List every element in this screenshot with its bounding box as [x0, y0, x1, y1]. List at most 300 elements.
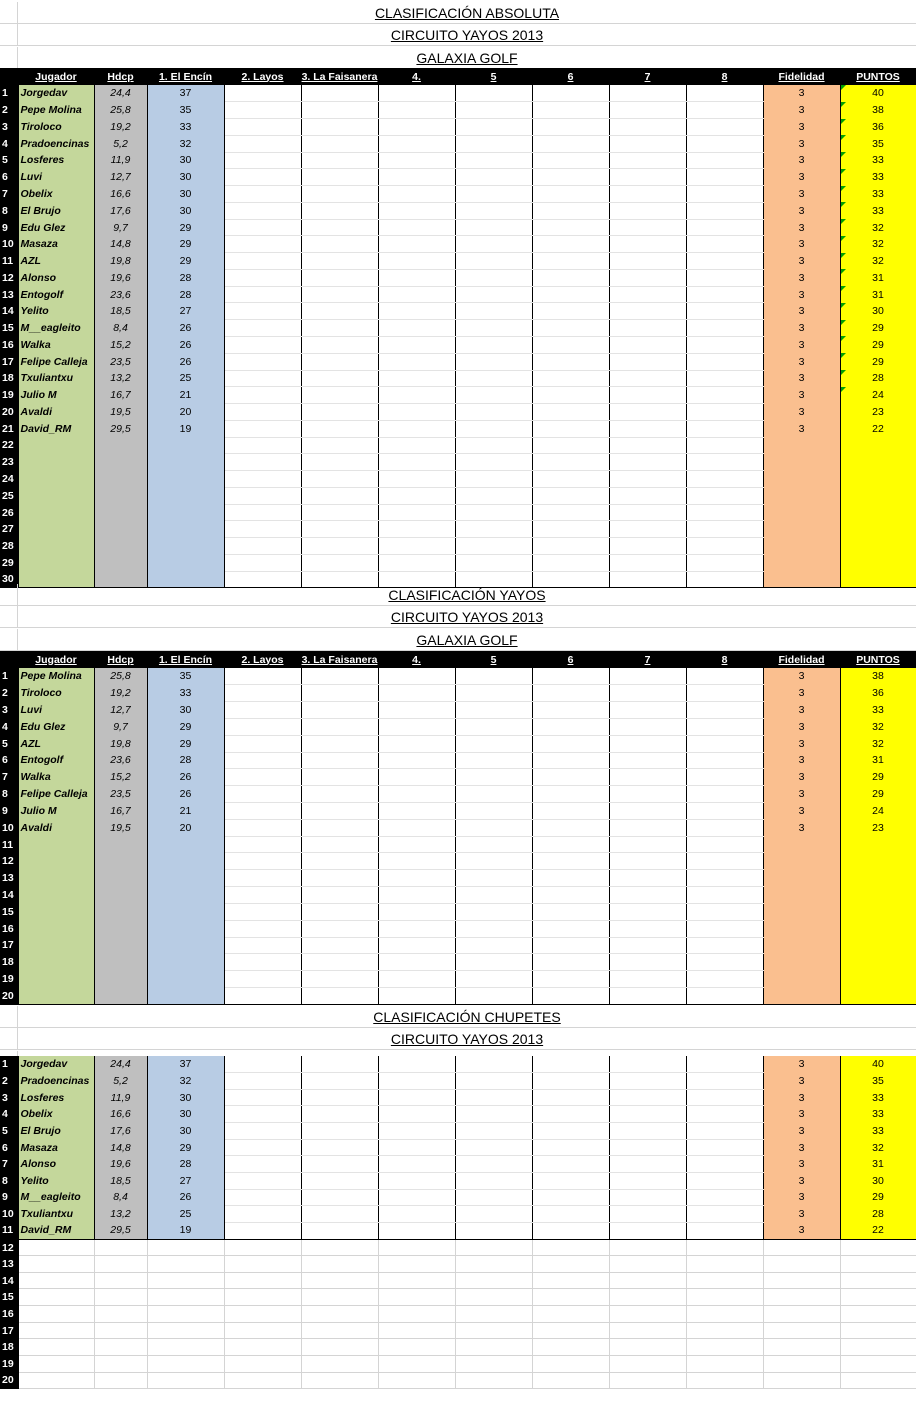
cell-empty[interactable] [301, 836, 378, 853]
cell-empty[interactable] [224, 1356, 301, 1373]
cell-fid[interactable]: 3 [763, 253, 840, 270]
cell-t1[interactable]: 26 [147, 320, 224, 337]
cell-fid[interactable] [763, 521, 840, 538]
cell-empty[interactable] [455, 1123, 532, 1140]
cell-empty[interactable] [686, 870, 763, 887]
cell-empty[interactable] [609, 85, 686, 102]
cell-empty[interactable] [686, 1256, 763, 1273]
cell-empty[interactable] [301, 152, 378, 169]
cell-hdcp[interactable]: 14,8 [94, 236, 147, 253]
cell-pts[interactable]: 33 [840, 202, 916, 219]
cell-hdcp[interactable]: 8,4 [94, 1189, 147, 1206]
cell-empty[interactable] [532, 718, 609, 735]
cell-empty[interactable] [301, 1189, 378, 1206]
cell-fid[interactable]: 3 [763, 370, 840, 387]
cell-empty[interactable] [301, 1239, 378, 1256]
cell-empty[interactable] [532, 554, 609, 571]
cell-pts[interactable] [840, 1339, 916, 1356]
cell-empty[interactable] [455, 303, 532, 320]
cell-empty[interactable] [532, 887, 609, 904]
cell-empty[interactable] [609, 836, 686, 853]
cell-pts[interactable]: 28 [840, 370, 916, 387]
cell-empty[interactable] [532, 454, 609, 471]
cell-empty[interactable] [609, 404, 686, 421]
cell-pts[interactable] [840, 903, 916, 920]
cell-empty[interactable] [301, 1089, 378, 1106]
cell-empty[interactable] [455, 437, 532, 454]
cell-hdcp[interactable] [94, 853, 147, 870]
cell-empty[interactable] [301, 420, 378, 437]
cell-empty[interactable] [378, 102, 455, 119]
column-header[interactable]: PUNTOS [840, 68, 916, 85]
cell-name[interactable]: Entogolf [18, 286, 94, 303]
cell-empty[interactable] [609, 353, 686, 370]
cell-empty[interactable] [455, 85, 532, 102]
cell-name[interactable] [18, 1322, 94, 1339]
cell-hdcp[interactable]: 23,6 [94, 286, 147, 303]
cell-empty[interactable] [455, 1206, 532, 1223]
cell-empty[interactable] [301, 269, 378, 286]
cell-name[interactable]: Edu Glez [18, 219, 94, 236]
cell-t1[interactable]: 35 [147, 668, 224, 685]
cell-t1[interactable]: 28 [147, 752, 224, 769]
cell-empty[interactable] [378, 1339, 455, 1356]
cell-empty[interactable] [378, 253, 455, 270]
cell-fid[interactable] [763, 870, 840, 887]
cell-t1[interactable] [147, 1289, 224, 1306]
cell-pts[interactable]: 32 [840, 253, 916, 270]
cell-empty[interactable] [609, 202, 686, 219]
cell-t1[interactable] [147, 437, 224, 454]
cell-empty[interactable] [224, 336, 301, 353]
cell-empty[interactable] [224, 954, 301, 971]
cell-empty[interactable] [224, 1172, 301, 1189]
cell-empty[interactable] [532, 437, 609, 454]
cell-empty[interactable] [224, 454, 301, 471]
cell-empty[interactable] [301, 803, 378, 820]
cell-hdcp[interactable] [94, 836, 147, 853]
cell-empty[interactable] [301, 487, 378, 504]
cell-empty[interactable] [378, 504, 455, 521]
cell-empty[interactable] [686, 1156, 763, 1173]
cell-pts[interactable]: 33 [840, 702, 916, 719]
cell-t1[interactable]: 28 [147, 269, 224, 286]
cell-pts[interactable] [840, 1306, 916, 1323]
cell-t1[interactable]: 26 [147, 786, 224, 803]
cell-pts[interactable]: 29 [840, 336, 916, 353]
cell-empty[interactable] [378, 521, 455, 538]
cell-empty[interactable] [455, 1056, 532, 1073]
cell-empty[interactable] [686, 219, 763, 236]
cell-empty[interactable] [301, 286, 378, 303]
cell-fid[interactable]: 3 [763, 420, 840, 437]
cell-empty[interactable] [532, 370, 609, 387]
cell-pts[interactable]: 36 [840, 685, 916, 702]
cell-empty[interactable] [301, 320, 378, 337]
cell-empty[interactable] [224, 202, 301, 219]
cell-empty[interactable] [224, 1372, 301, 1389]
cell-t1[interactable]: 26 [147, 769, 224, 786]
cell-empty[interactable] [609, 1339, 686, 1356]
cell-empty[interactable] [609, 236, 686, 253]
cell-empty[interactable] [609, 1156, 686, 1173]
cell-hdcp[interactable] [94, 471, 147, 488]
cell-t1[interactable]: 29 [147, 718, 224, 735]
cell-empty[interactable] [609, 186, 686, 203]
cell-t1[interactable]: 33 [147, 119, 224, 136]
cell-empty[interactable] [378, 1222, 455, 1239]
cell-empty[interactable] [686, 920, 763, 937]
cell-empty[interactable] [686, 554, 763, 571]
cell-empty[interactable] [532, 119, 609, 136]
cell-empty[interactable] [455, 420, 532, 437]
cell-pts[interactable]: 31 [840, 752, 916, 769]
cell-empty[interactable] [686, 1306, 763, 1323]
cell-empty[interactable] [224, 853, 301, 870]
cell-hdcp[interactable]: 19,6 [94, 269, 147, 286]
cell-fid[interactable]: 3 [763, 1222, 840, 1239]
cell-empty[interactable] [532, 471, 609, 488]
cell-empty[interactable] [378, 1172, 455, 1189]
cell-empty[interactable] [455, 718, 532, 735]
cell-empty[interactable] [224, 1256, 301, 1273]
cell-empty[interactable] [378, 718, 455, 735]
cell-fid[interactable] [763, 1306, 840, 1323]
cell-t1[interactable]: 19 [147, 420, 224, 437]
cell-empty[interactable] [455, 954, 532, 971]
cell-empty[interactable] [532, 1139, 609, 1156]
cell-hdcp[interactable]: 16,6 [94, 1106, 147, 1123]
cell-empty[interactable] [686, 269, 763, 286]
cell-empty[interactable] [455, 1139, 532, 1156]
cell-empty[interactable] [609, 987, 686, 1004]
cell-empty[interactable] [609, 1139, 686, 1156]
cell-name[interactable]: Pradoencinas [18, 1073, 94, 1090]
cell-empty[interactable] [301, 219, 378, 236]
cell-empty[interactable] [378, 370, 455, 387]
cell-empty[interactable] [301, 819, 378, 836]
cell-name[interactable]: Walka [18, 336, 94, 353]
cell-empty[interactable] [224, 752, 301, 769]
cell-empty[interactable] [378, 987, 455, 1004]
cell-t1[interactable]: 30 [147, 1089, 224, 1106]
cell-empty[interactable] [301, 186, 378, 203]
cell-empty[interactable] [378, 119, 455, 136]
cell-empty[interactable] [532, 954, 609, 971]
cell-empty[interactable] [532, 253, 609, 270]
cell-empty[interactable] [378, 202, 455, 219]
cell-hdcp[interactable]: 19,6 [94, 1156, 147, 1173]
cell-fid[interactable] [763, 887, 840, 904]
cell-empty[interactable] [532, 286, 609, 303]
cell-name[interactable] [18, 937, 94, 954]
cell-name[interactable] [18, 1356, 94, 1373]
cell-empty[interactable] [609, 1106, 686, 1123]
column-header[interactable]: 3. La Faisanera [301, 651, 378, 668]
cell-hdcp[interactable]: 29,5 [94, 1222, 147, 1239]
cell-empty[interactable] [224, 320, 301, 337]
cell-empty[interactable] [301, 718, 378, 735]
cell-empty[interactable] [378, 286, 455, 303]
cell-empty[interactable] [532, 169, 609, 186]
cell-empty[interactable] [378, 769, 455, 786]
cell-empty[interactable] [532, 404, 609, 421]
cell-empty[interactable] [532, 987, 609, 1004]
cell-name[interactable]: Walka [18, 769, 94, 786]
cell-empty[interactable] [686, 85, 763, 102]
cell-name[interactable]: Luvi [18, 169, 94, 186]
cell-pts[interactable]: 23 [840, 404, 916, 421]
cell-empty[interactable] [455, 1356, 532, 1373]
cell-name[interactable] [18, 1372, 94, 1389]
cell-empty[interactable] [224, 85, 301, 102]
cell-empty[interactable] [301, 853, 378, 870]
cell-empty[interactable] [301, 685, 378, 702]
cell-pts[interactable] [840, 954, 916, 971]
cell-empty[interactable] [224, 819, 301, 836]
column-header[interactable]: 6 [532, 651, 609, 668]
cell-empty[interactable] [378, 538, 455, 555]
column-header[interactable]: PUNTOS [840, 651, 916, 668]
cell-empty[interactable] [224, 1106, 301, 1123]
cell-name[interactable] [18, 920, 94, 937]
cell-t1[interactable] [147, 853, 224, 870]
cell-empty[interactable] [455, 971, 532, 988]
cell-empty[interactable] [224, 135, 301, 152]
cell-pts[interactable]: 24 [840, 387, 916, 404]
cell-t1[interactable] [147, 1372, 224, 1389]
cell-hdcp[interactable]: 14,8 [94, 1139, 147, 1156]
cell-empty[interactable] [378, 786, 455, 803]
cell-hdcp[interactable]: 23,5 [94, 353, 147, 370]
cell-t1[interactable]: 30 [147, 702, 224, 719]
cell-fid[interactable] [763, 471, 840, 488]
cell-hdcp[interactable] [94, 903, 147, 920]
cell-hdcp[interactable] [94, 1289, 147, 1306]
cell-t1[interactable] [147, 870, 224, 887]
cell-empty[interactable] [224, 236, 301, 253]
cell-empty[interactable] [686, 353, 763, 370]
cell-empty[interactable] [224, 269, 301, 286]
cell-pts[interactable] [840, 1256, 916, 1273]
cell-empty[interactable] [609, 269, 686, 286]
cell-fid[interactable] [763, 1339, 840, 1356]
cell-fid[interactable]: 3 [763, 286, 840, 303]
cell-empty[interactable] [455, 819, 532, 836]
cell-name[interactable]: AZL [18, 253, 94, 270]
cell-fid[interactable]: 3 [763, 786, 840, 803]
cell-pts[interactable] [840, 1239, 916, 1256]
cell-hdcp[interactable]: 25,8 [94, 668, 147, 685]
cell-pts[interactable]: 40 [840, 1056, 916, 1073]
cell-empty[interactable] [301, 870, 378, 887]
cell-empty[interactable] [224, 119, 301, 136]
cell-name[interactable]: El Brujo [18, 1123, 94, 1140]
cell-fid[interactable]: 3 [763, 702, 840, 719]
cell-empty[interactable] [609, 1306, 686, 1323]
cell-empty[interactable] [686, 735, 763, 752]
cell-empty[interactable] [532, 853, 609, 870]
cell-empty[interactable] [301, 102, 378, 119]
cell-name[interactable] [18, 504, 94, 521]
cell-empty[interactable] [301, 920, 378, 937]
cell-empty[interactable] [609, 1372, 686, 1389]
column-header[interactable]: 8 [686, 68, 763, 85]
cell-empty[interactable] [301, 437, 378, 454]
cell-empty[interactable] [609, 1239, 686, 1256]
cell-empty[interactable] [532, 1189, 609, 1206]
cell-hdcp[interactable]: 17,6 [94, 1123, 147, 1140]
cell-empty[interactable] [455, 668, 532, 685]
cell-empty[interactable] [686, 836, 763, 853]
cell-pts[interactable] [840, 1289, 916, 1306]
cell-empty[interactable] [609, 554, 686, 571]
column-header[interactable]: 2. Layos [224, 651, 301, 668]
cell-empty[interactable] [609, 1289, 686, 1306]
cell-empty[interactable] [301, 471, 378, 488]
cell-hdcp[interactable] [94, 1339, 147, 1356]
cell-empty[interactable] [378, 236, 455, 253]
cell-empty[interactable] [455, 152, 532, 169]
cell-empty[interactable] [455, 387, 532, 404]
cell-hdcp[interactable] [94, 1372, 147, 1389]
cell-empty[interactable] [224, 370, 301, 387]
cell-empty[interactable] [301, 1222, 378, 1239]
cell-empty[interactable] [378, 487, 455, 504]
cell-empty[interactable] [378, 1089, 455, 1106]
cell-fid[interactable]: 3 [763, 1156, 840, 1173]
cell-empty[interactable] [532, 803, 609, 820]
cell-empty[interactable] [224, 769, 301, 786]
cell-fid[interactable]: 3 [763, 269, 840, 286]
cell-empty[interactable] [455, 353, 532, 370]
cell-hdcp[interactable] [94, 1356, 147, 1373]
cell-name[interactable]: Alonso [18, 1156, 94, 1173]
cell-empty[interactable] [455, 987, 532, 1004]
cell-empty[interactable] [378, 752, 455, 769]
cell-hdcp[interactable]: 9,7 [94, 219, 147, 236]
cell-empty[interactable] [455, 1073, 532, 1090]
cell-empty[interactable] [224, 1289, 301, 1306]
cell-empty[interactable] [609, 1272, 686, 1289]
cell-empty[interactable] [686, 1339, 763, 1356]
cell-t1[interactable]: 29 [147, 236, 224, 253]
cell-hdcp[interactable]: 18,5 [94, 303, 147, 320]
cell-hdcp[interactable] [94, 887, 147, 904]
cell-fid[interactable]: 3 [763, 752, 840, 769]
cell-empty[interactable] [301, 336, 378, 353]
cell-empty[interactable] [301, 954, 378, 971]
cell-empty[interactable] [301, 1372, 378, 1389]
cell-empty[interactable] [609, 1089, 686, 1106]
cell-empty[interactable] [532, 1123, 609, 1140]
cell-fid[interactable] [763, 954, 840, 971]
cell-empty[interactable] [455, 1339, 532, 1356]
cell-empty[interactable] [532, 1322, 609, 1339]
cell-fid[interactable] [763, 554, 840, 571]
cell-name[interactable]: Jorgedav [18, 85, 94, 102]
cell-name[interactable]: Entogolf [18, 752, 94, 769]
cell-empty[interactable] [301, 85, 378, 102]
cell-empty[interactable] [378, 85, 455, 102]
cell-empty[interactable] [532, 1372, 609, 1389]
cell-t1[interactable] [147, 471, 224, 488]
cell-t1[interactable]: 33 [147, 685, 224, 702]
cell-fid[interactable]: 3 [763, 320, 840, 337]
cell-empty[interactable] [378, 1356, 455, 1373]
cell-pts[interactable]: 38 [840, 102, 916, 119]
cell-fid[interactable]: 3 [763, 353, 840, 370]
cell-empty[interactable] [224, 1306, 301, 1323]
cell-t1[interactable]: 20 [147, 819, 224, 836]
cell-empty[interactable] [301, 202, 378, 219]
cell-empty[interactable] [301, 887, 378, 904]
cell-fid[interactable]: 3 [763, 1123, 840, 1140]
cell-empty[interactable] [378, 269, 455, 286]
cell-empty[interactable] [686, 668, 763, 685]
cell-empty[interactable] [609, 169, 686, 186]
cell-empty[interactable] [455, 202, 532, 219]
cell-empty[interactable] [609, 504, 686, 521]
cell-t1[interactable]: 37 [147, 85, 224, 102]
cell-empty[interactable] [224, 186, 301, 203]
cell-hdcp[interactable]: 19,5 [94, 819, 147, 836]
cell-empty[interactable] [301, 135, 378, 152]
cell-fid[interactable]: 3 [763, 152, 840, 169]
cell-empty[interactable] [686, 1089, 763, 1106]
cell-name[interactable]: Edu Glez [18, 718, 94, 735]
cell-fid[interactable]: 3 [763, 819, 840, 836]
cell-empty[interactable] [301, 987, 378, 1004]
cell-hdcp[interactable] [94, 554, 147, 571]
cell-t1[interactable]: 27 [147, 1172, 224, 1189]
cell-name[interactable] [18, 870, 94, 887]
cell-empty[interactable] [224, 1089, 301, 1106]
cell-fid[interactable] [763, 836, 840, 853]
cell-pts[interactable]: 29 [840, 353, 916, 370]
cell-empty[interactable] [532, 353, 609, 370]
cell-empty[interactable] [686, 538, 763, 555]
cell-name[interactable] [18, 836, 94, 853]
cell-fid[interactable] [763, 1239, 840, 1256]
cell-empty[interactable] [532, 102, 609, 119]
cell-empty[interactable] [455, 769, 532, 786]
cell-empty[interactable] [532, 819, 609, 836]
cell-empty[interactable] [378, 1056, 455, 1073]
cell-t1[interactable]: 30 [147, 186, 224, 203]
cell-empty[interactable] [609, 1123, 686, 1140]
cell-empty[interactable] [609, 420, 686, 437]
cell-fid[interactable]: 3 [763, 1073, 840, 1090]
cell-empty[interactable] [378, 735, 455, 752]
cell-fid[interactable]: 3 [763, 135, 840, 152]
cell-empty[interactable] [378, 554, 455, 571]
cell-empty[interactable] [532, 219, 609, 236]
cell-fid[interactable]: 3 [763, 1056, 840, 1073]
cell-hdcp[interactable] [94, 920, 147, 937]
cell-fid[interactable]: 3 [763, 1189, 840, 1206]
cell-pts[interactable]: 22 [840, 1222, 916, 1239]
column-header[interactable]: Hdcp [94, 68, 147, 85]
column-header[interactable]: 1. El Encín [147, 68, 224, 85]
cell-empty[interactable] [224, 554, 301, 571]
cell-empty[interactable] [224, 903, 301, 920]
cell-t1[interactable]: 35 [147, 102, 224, 119]
cell-empty[interactable] [455, 870, 532, 887]
cell-hdcp[interactable]: 18,5 [94, 1172, 147, 1189]
cell-hdcp[interactable] [94, 987, 147, 1004]
cell-empty[interactable] [455, 1322, 532, 1339]
